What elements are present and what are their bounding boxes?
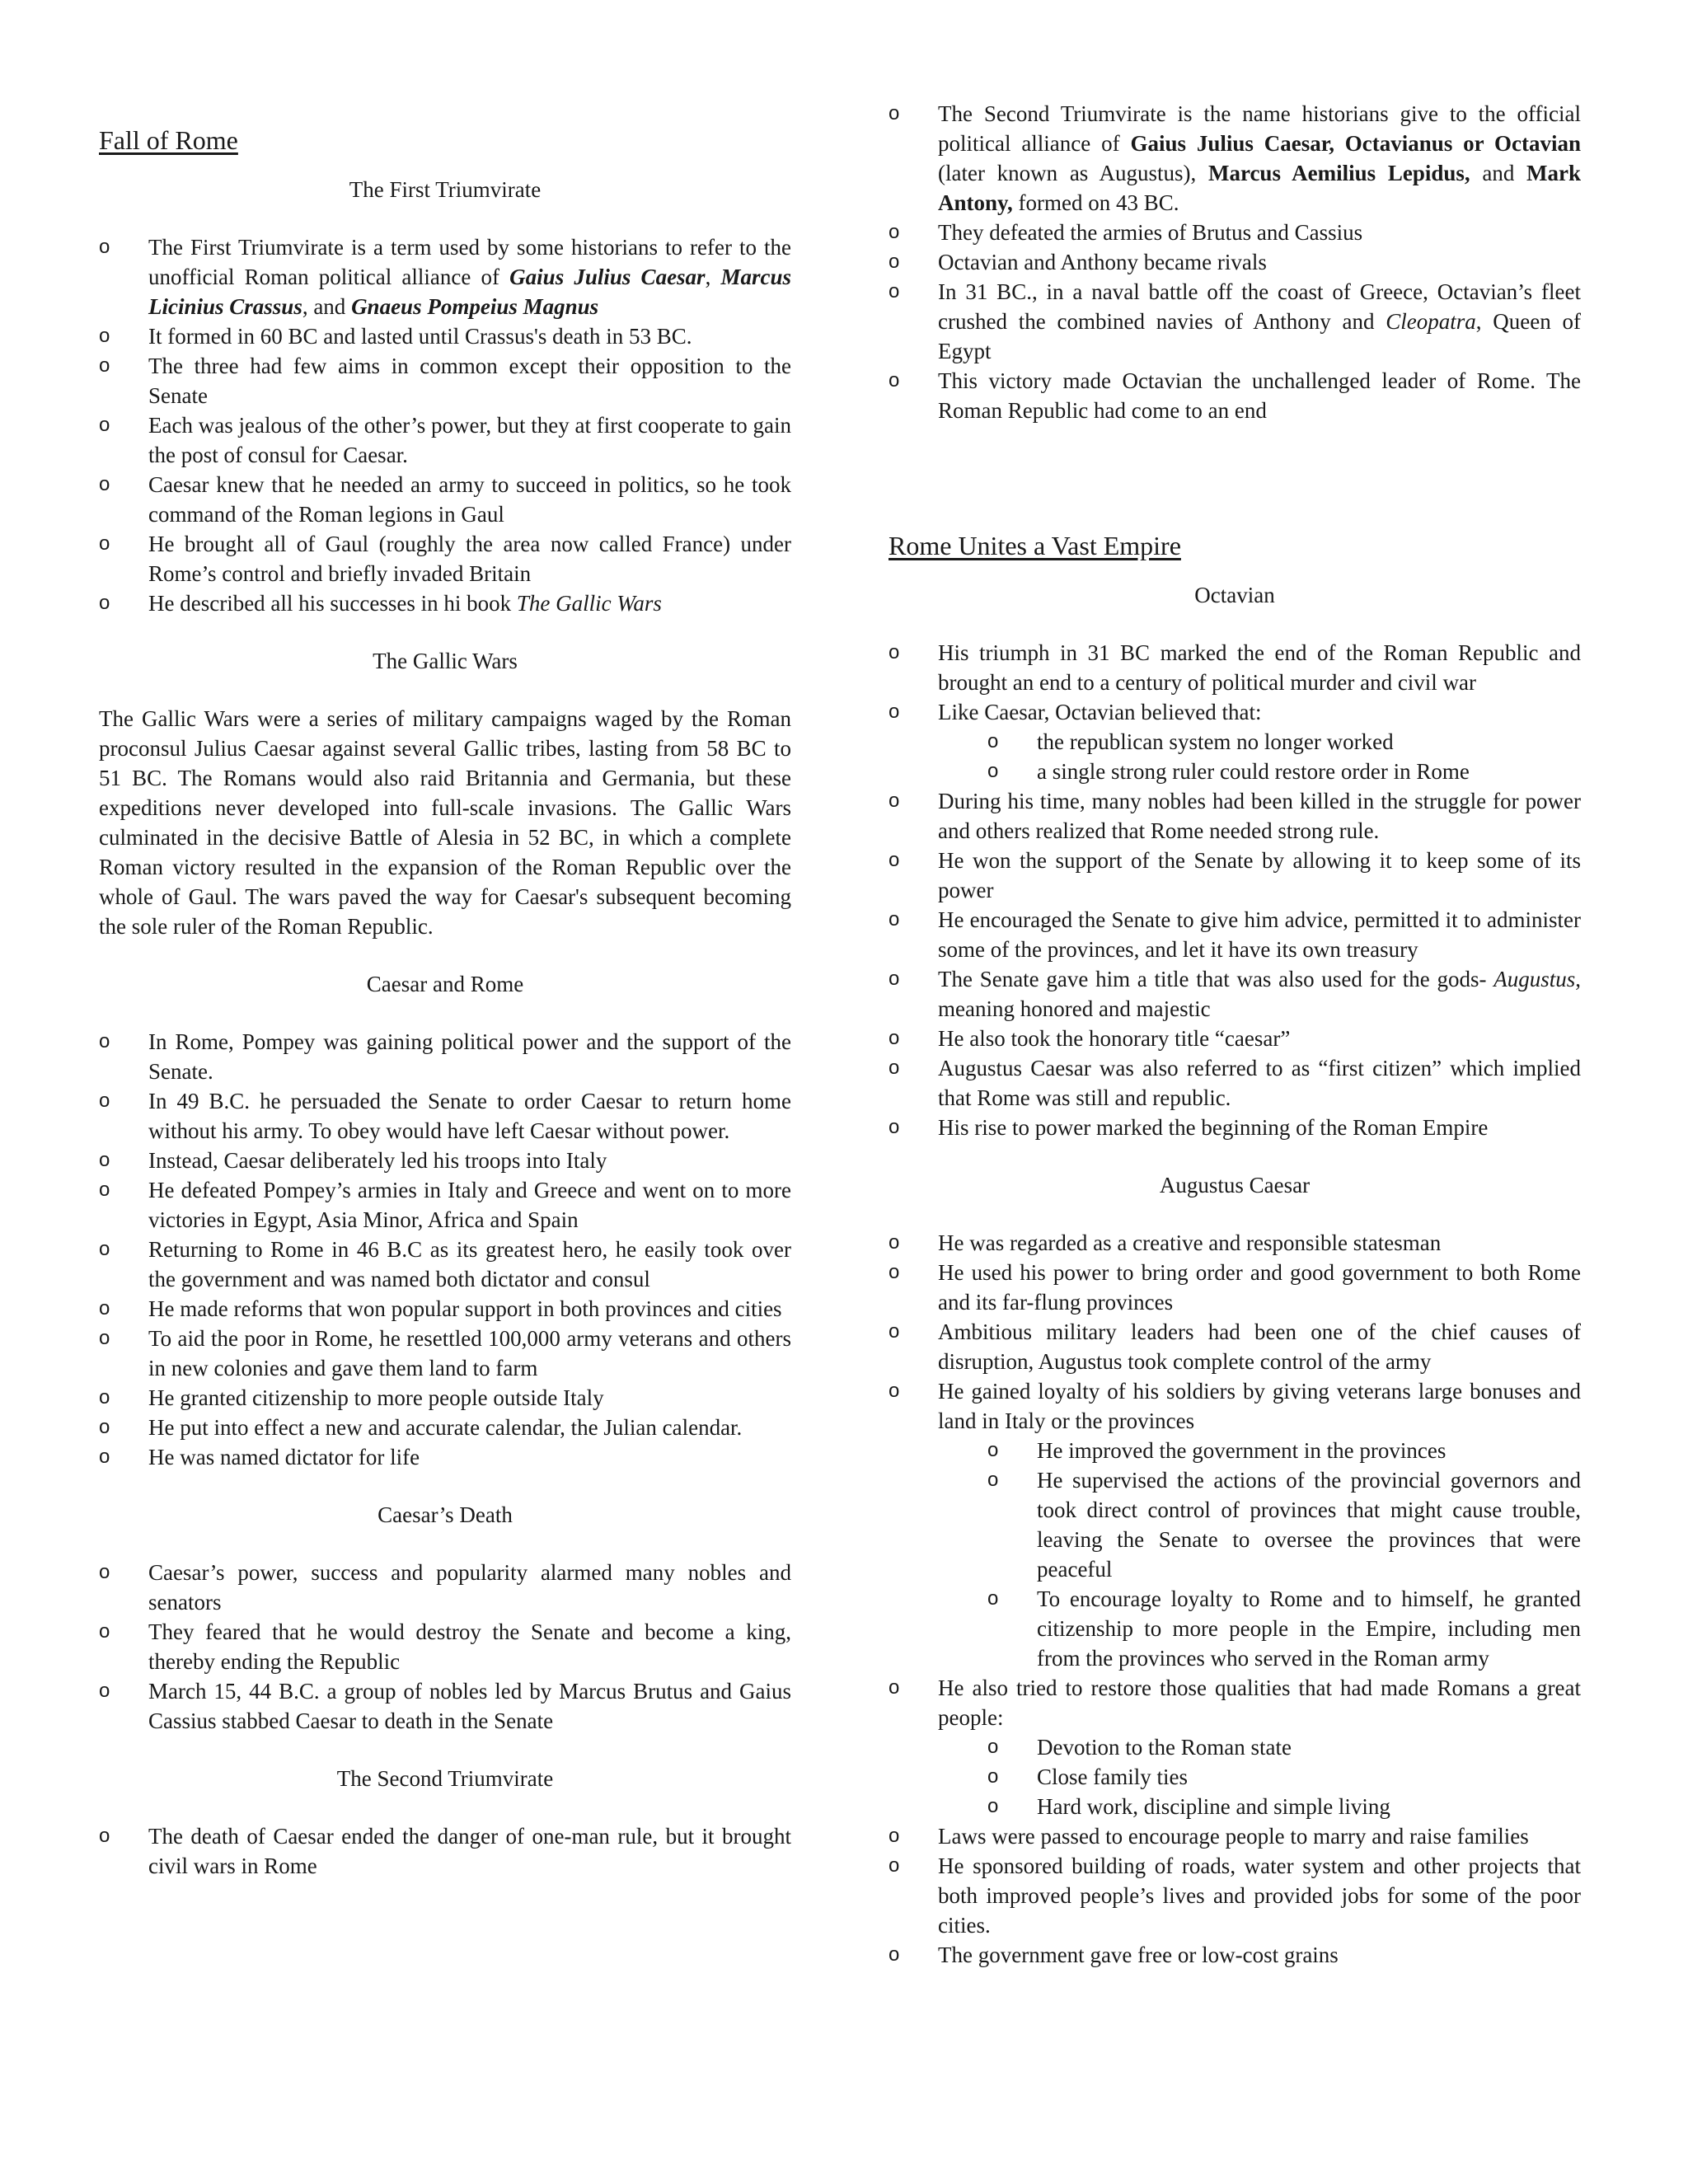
heading-augustus-caesar: Augustus Caesar [1159,1173,1311,1197]
sub-list-item: o He supervised the actions of the provincial governors and took direct control of provinces that might cause trouble, leaving the Senate to oversee the provinces that were peaceful [938,1465,1581,1584]
item-text: In 31 BC., in a naval battle off the coast of Greece, Octavian’s fleet crushed the combined navies of Anthony and [938,279,1581,334]
item-text: and [1470,161,1527,185]
list-first-triumvirate [99,232,791,618]
sub-list-item: o Devotion to the Roman state [938,1732,1581,1762]
name-cleopatra: Cleopatra [1386,309,1476,334]
list-item [889,1673,1581,1821]
list-item: o To aid the poor in Rome, he resettled 100,000 army veterans and others in new colonies and gave them land to farm [99,1324,791,1383]
list-item: o He defeated Pompey’s armies in Italy and Greece and went on to more victories in Egypt, Asia Minor, Africa and Spain [99,1175,791,1235]
list-item: o March 15, 44 B.C. a group of nobles led by Marcus Brutus and Gaius Cassius stabbed Caesar to death in the Senate [99,1676,791,1736]
list-item: o Returning to Rome in 46 B.C as its greatest hero, he easily took over the government and was named both dictator and consul [99,1235,791,1294]
list-octavian [889,638,1581,1142]
sub-list-item: o He improved the government in the provinces [938,1436,1581,1465]
list-item: o He granted citizenship to more people outside Italy [99,1383,791,1413]
sub-list-item: o To encourage loyalty to Rome and to himself, he granted citizenship to more people in the Empire, including men from the provinces who served in the Roman army [938,1584,1581,1673]
page-title: Fall of Rome [99,125,238,155]
list-item: o He made reforms that won popular support in both provinces and cities [99,1294,791,1324]
list-item: o He also took the honorary title “caesar” [889,1024,1581,1053]
list-second-triumvirate [99,1821,791,1881]
section-title: Rome Unites a Vast Empire [889,531,1181,560]
paragraph-gallic-wars: The Gallic Wars were a series of military campaigns waged by the Roman proconsul Julius Caesar against several Gallic tribes, lasting from 58 BC to 51 BC. The Romans would also raid Britannia and Germania, but these expeditions never developed into full-scale invasions. The Gallic Wars culminated in the decisive Battle of Alesia in 52 BC, in which a complete Roman victory resulted in the expansion of the Roman Republic over the whole of Gaul. The wars paved the way for Caesar's subsequent becoming the sole ruler of the Roman Republic. [99,706,791,939]
separator: , [705,265,721,289]
name-octavian: Gaius Julius Caesar, Octavianus or Octavian [1130,131,1582,156]
list-item [99,588,791,618]
sub-list-item: o Close family ties [938,1762,1581,1792]
book-title: The Gallic Wars [516,591,662,616]
list-item: o The three had few aims in common except their opposition to the Senate [99,351,791,410]
right-column [889,99,1581,1998]
list-item [99,232,791,321]
list-item: o Laws were passed to encourage people to marry and raise families [889,1821,1581,1851]
sub-list-item: o a single strong ruler could restore order in Rome [938,757,1581,786]
name-mark-antony: Mark Antony, [938,161,1581,215]
list-item: o He encouraged the Senate to give him advice, permitted it to administer some of the provinces, and let it have its own treasury [889,905,1581,964]
list-item: o He brought all of Gaul (roughly the area now called France) under Rome’s control and briefly invaded Britain [99,529,791,588]
list-item: o During his time, many nobles had been killed in the struggle for power and others realized that Rome needed strong rule. [889,786,1581,846]
list-item: o Caesar knew that he needed an army to succeed in politics, so he took command of the Roman legions in Gaul [99,470,791,529]
heading-gallic-wars: The Gallic Wars [373,649,518,673]
list-item: o This victory made Octavian the unchallenged leader of Rome. The Roman Republic had come to an end [889,366,1581,425]
list-item: o He put into effect a new and accurate calendar, the Julian calendar. [99,1413,791,1442]
list-item: o Augustus Caesar was also referred to as “first citizen” which implied that Rome was still and republic. [889,1053,1581,1113]
list-item: o He was named dictator for life [99,1442,791,1472]
sub-list-qualities [938,1732,1581,1821]
list-item: o He sponsored building of roads, water system and other projects that both improved people’s lives and provided jobs for some of the poor cities. [889,1851,1581,1940]
item-text: formed on 43 BC. [1012,190,1179,215]
list-item: o His rise to power marked the beginning of the Roman Empire [889,1113,1581,1142]
list-item [889,1376,1581,1673]
sub-list-loyalty [938,1436,1581,1673]
list-second-triumvirate-cont [889,99,1581,425]
heading-caesar-and-rome: Caesar and Rome [366,972,524,996]
list-augustus-caesar [889,1228,1581,1970]
name-lepidus: Marcus Aemilius Lepidus, [1207,161,1470,185]
left-column [99,124,791,1909]
list-item: o Instead, Caesar deliberately led his troops into Italy [99,1146,791,1175]
list-item: o They defeated the armies of Brutus and Cassius [889,218,1581,247]
list-item: o In 49 B.C. he persuaded the Senate to order Caesar to return home without his army. To obey would have left Caesar without power. [99,1086,791,1146]
list-item: o He was regarded as a creative and responsible statesman [889,1228,1581,1258]
name-caesar: Gaius Julius Caesar [509,265,706,289]
list-item [889,277,1581,366]
list-item: o His triumph in 31 BC marked the end of the Roman Republic and brought an end to a century of political murder and civil war [889,638,1581,697]
heading-second-triumvirate: The Second Triumvirate [336,1766,554,1791]
list-item: o It formed in 60 BC and lasted until Crassus's death in 53 BC. [99,321,791,351]
name-crassus: Marcus Licinius Crassus [148,265,792,319]
list-item: o Octavian and Anthony became rivals [889,247,1581,277]
item-text: He described all his successes in hi book [148,591,517,616]
heading-caesars-death: Caesar’s Death [377,1502,513,1527]
list-item: o Ambitious military leaders had been one of the chief causes of disruption, Augustus took complete control of the army [889,1317,1581,1376]
item-text: The Second Triumvirate is the name historians give to the official political alliance of [938,101,1581,156]
item-text: Like Caesar, Octavian believed that: [938,700,1262,724]
list-item: o The government gave free or low-cost grains [889,1940,1581,1970]
list-caesar-and-rome [99,1027,791,1472]
list-item: o Each was jealous of the other’s power, but they at first cooperate to gain the post of consul for Caesar. [99,410,791,470]
item-text: The First Triumvirate is a term used by some historians to refer to the unofficial Roman political alliance of [148,235,791,289]
list-caesars-death [99,1558,791,1736]
item-text: , Queen of Egypt [938,309,1581,363]
sub-list-item: o the republican system no longer worked [938,727,1581,757]
heading-first-triumvirate: The First Triumvirate [349,177,542,202]
title-augustus: Augustus [1493,967,1576,991]
item-text: He also tried to restore those qualities that had made Romans a great people: [938,1675,1581,1730]
list-item: o The death of Caesar ended the danger of one-man rule, but it brought civil wars in Rome [99,1821,791,1881]
section-spacer [889,453,1581,529]
list-item: o He used his power to bring order and good government to both Rome and its far-flung provinces [889,1258,1581,1317]
name-pompeius: Gnaeus Pompeius Magnus [351,294,599,319]
item-text: (later known as Augustus), [938,161,1208,185]
list-item: o Caesar’s power, success and popularity alarmed many nobles and senators [99,1558,791,1617]
sub-list-believed [938,727,1581,786]
separator: , and [302,294,352,319]
sub-list-item: o Hard work, discipline and simple living [938,1792,1581,1821]
list-item: o In Rome, Pompey was gaining political power and the support of the Senate. [99,1027,791,1086]
list-item [889,697,1581,786]
list-item: o He won the support of the Senate by allowing it to keep some of its power [889,846,1581,905]
item-text: The Senate gave him a title that was also used for the gods- [938,967,1494,991]
heading-octavian: Octavian [1194,583,1275,607]
item-text: He gained loyalty of his soldiers by giving veterans large bonuses and land in Italy or the provinces [938,1379,1581,1433]
list-item [889,99,1581,218]
item-text: , meaning honored and majestic [938,967,1581,1021]
list-item [889,964,1581,1024]
list-item: o They feared that he would destroy the Senate and become a king, thereby ending the Republic [99,1617,791,1676]
